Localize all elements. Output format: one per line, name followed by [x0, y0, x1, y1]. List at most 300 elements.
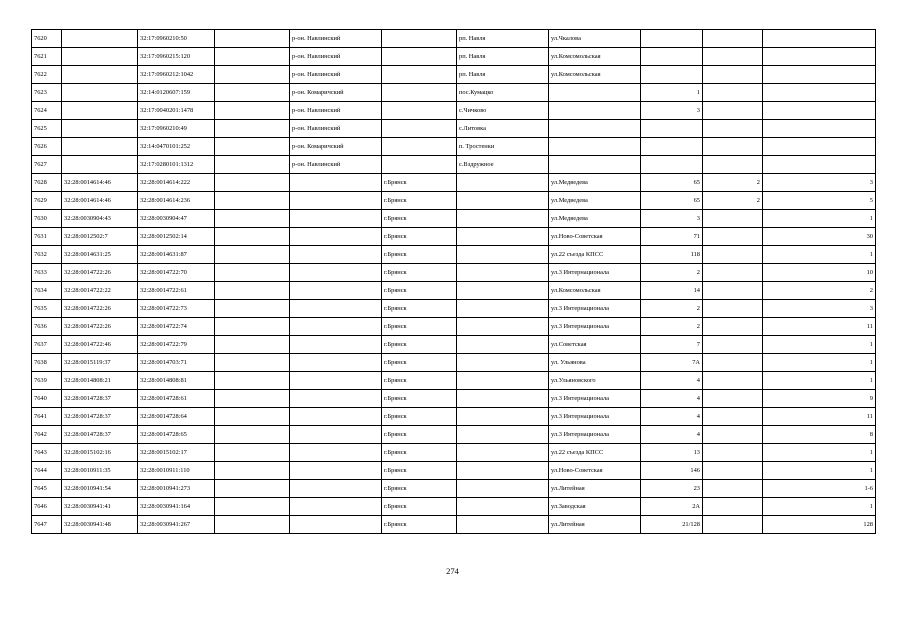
cell-street: ул.3 Интернационала	[549, 408, 641, 426]
cell-building-number	[703, 30, 763, 48]
table-row	[32, 192, 876, 210]
cell-city	[382, 48, 457, 66]
cell-building-number	[703, 228, 763, 246]
cell-city: г.Брянск	[382, 444, 457, 462]
cell-empty-cell	[215, 120, 290, 138]
cell-cadastral-number: 32:28:0014722:61	[138, 282, 215, 300]
cell-district	[290, 210, 382, 228]
cell-parent-cadastral-number	[62, 138, 138, 156]
cell-district: р-он. Комаричский	[290, 84, 382, 102]
cell-city: г.Брянск	[382, 282, 457, 300]
cell-street: ул.3 Интернационала	[549, 390, 641, 408]
cell-street: ул.3 Интернационала	[549, 426, 641, 444]
cell-empty-cell	[215, 372, 290, 390]
cell-city: г.Брянск	[382, 246, 457, 264]
cell-empty-cell	[215, 354, 290, 372]
cell-parent-cadastral-number: 32:28:0014722:26	[62, 318, 138, 336]
cell-settlement	[457, 462, 549, 480]
cell-cadastral-number: 32:14:0120607:159	[138, 84, 215, 102]
cell-empty-cell	[215, 48, 290, 66]
cell-house-number: 65	[641, 174, 703, 192]
cell-city: г.Брянск	[382, 318, 457, 336]
cell-city: г.Брянск	[382, 372, 457, 390]
table-row	[32, 408, 876, 426]
cell-record-number: 7624	[32, 102, 62, 120]
cell-settlement	[457, 264, 549, 282]
table-row	[32, 282, 876, 300]
cell-city	[382, 102, 457, 120]
cell-building-number	[703, 462, 763, 480]
table-row	[32, 84, 876, 102]
table-row	[32, 390, 876, 408]
cell-district	[290, 318, 382, 336]
table-row	[32, 174, 876, 192]
cell-district	[290, 264, 382, 282]
cell-settlement	[457, 318, 549, 336]
table-row	[32, 372, 876, 390]
cell-street	[549, 102, 641, 120]
cell-street: ул.22 съезда КПСС	[549, 246, 641, 264]
cell-apartment-number	[763, 66, 876, 84]
cell-parent-cadastral-number: 32:28:0014808:21	[62, 372, 138, 390]
cell-city: г.Брянск	[382, 354, 457, 372]
cell-district	[290, 336, 382, 354]
cell-cadastral-number: 32:28:0014728:61	[138, 390, 215, 408]
cell-street: ул.Ново-Советская	[549, 228, 641, 246]
cell-parent-cadastral-number	[62, 156, 138, 174]
cell-parent-cadastral-number: 32:28:0014728:37	[62, 426, 138, 444]
cell-cadastral-number: 32:14:0470101:252	[138, 138, 215, 156]
cell-record-number: 7639	[32, 372, 62, 390]
cell-city: г.Брянск	[382, 336, 457, 354]
cell-record-number: 7642	[32, 426, 62, 444]
cell-house-number: 14	[641, 282, 703, 300]
cell-empty-cell	[215, 318, 290, 336]
cell-cadastral-number: 32:28:0030941:267	[138, 516, 215, 534]
cell-empty-cell	[215, 156, 290, 174]
cell-settlement	[457, 174, 549, 192]
cell-parent-cadastral-number: 32:28:0014631:25	[62, 246, 138, 264]
cell-settlement: п. Тростенки	[457, 138, 549, 156]
cell-apartment-number	[763, 84, 876, 102]
cell-record-number: 7626	[32, 138, 62, 156]
cell-house-number	[641, 30, 703, 48]
cell-building-number	[703, 156, 763, 174]
cell-parent-cadastral-number: 32:28:0014722:22	[62, 282, 138, 300]
table-row	[32, 156, 876, 174]
cell-street: ул.3 Интернационала	[549, 318, 641, 336]
cell-house-number: 7А	[641, 354, 703, 372]
cell-house-number: 3	[641, 210, 703, 228]
cell-district: р-он. Навлинский	[290, 156, 382, 174]
cell-building-number	[703, 372, 763, 390]
cell-street	[549, 84, 641, 102]
cell-building-number	[703, 354, 763, 372]
cell-house-number	[641, 120, 703, 138]
cell-record-number: 7646	[32, 498, 62, 516]
cell-empty-cell	[215, 282, 290, 300]
cell-cadastral-number: 32:28:0014631:87	[138, 246, 215, 264]
cell-district: р-он. Навлинский	[290, 102, 382, 120]
cell-city	[382, 84, 457, 102]
cell-street: ул.Заводская	[549, 498, 641, 516]
cell-house-number: 2А	[641, 498, 703, 516]
cell-house-number	[641, 138, 703, 156]
cell-city: г.Брянск	[382, 390, 457, 408]
cell-cadastral-number: 32:28:0014614:236	[138, 192, 215, 210]
cell-parent-cadastral-number: 32:28:0014728:37	[62, 408, 138, 426]
cell-apartment-number	[763, 30, 876, 48]
cell-settlement	[457, 246, 549, 264]
cell-city	[382, 120, 457, 138]
cell-apartment-number: 8	[763, 426, 876, 444]
cell-house-number: 4	[641, 372, 703, 390]
cell-empty-cell	[215, 516, 290, 534]
cell-record-number: 7629	[32, 192, 62, 210]
table-row	[32, 30, 876, 48]
cell-empty-cell	[215, 498, 290, 516]
cell-cadastral-number: 32:17:0960212:1042	[138, 66, 215, 84]
cell-cadastral-number: 32:28:0030941:164	[138, 498, 215, 516]
cell-building-number	[703, 390, 763, 408]
cell-building-number	[703, 102, 763, 120]
cell-empty-cell	[215, 228, 290, 246]
cell-apartment-number: 1	[763, 444, 876, 462]
cell-city: г.Брянск	[382, 462, 457, 480]
cell-record-number: 7633	[32, 264, 62, 282]
cell-record-number: 7641	[32, 408, 62, 426]
cell-empty-cell	[215, 480, 290, 498]
table-row	[32, 246, 876, 264]
registry-table	[31, 29, 876, 534]
cell-building-number	[703, 516, 763, 534]
table-row	[32, 426, 876, 444]
cell-street: ул.Ново-Советская	[549, 462, 641, 480]
cell-record-number: 7632	[32, 246, 62, 264]
cell-building-number	[703, 426, 763, 444]
cell-house-number: 4	[641, 390, 703, 408]
cell-apartment-number: 1	[763, 354, 876, 372]
cell-street: ул.3 Интернационала	[549, 300, 641, 318]
cell-city: г.Брянск	[382, 516, 457, 534]
cell-parent-cadastral-number: 32:28:0030941:41	[62, 498, 138, 516]
cell-parent-cadastral-number: 32:28:0010911:35	[62, 462, 138, 480]
cell-house-number: 23	[641, 480, 703, 498]
cell-settlement: с.Вздружное	[457, 156, 549, 174]
cell-record-number: 7634	[32, 282, 62, 300]
cell-parent-cadastral-number: 32:28:0014614:46	[62, 192, 138, 210]
cell-settlement	[457, 228, 549, 246]
cell-record-number: 7643	[32, 444, 62, 462]
cell-record-number: 7622	[32, 66, 62, 84]
cell-parent-cadastral-number: 32:28:0014722:26	[62, 264, 138, 282]
cell-house-number: 4	[641, 408, 703, 426]
cell-district	[290, 300, 382, 318]
cell-street	[549, 120, 641, 138]
cell-parent-cadastral-number	[62, 102, 138, 120]
cell-record-number: 7627	[32, 156, 62, 174]
cell-parent-cadastral-number: 32:28:0010941:54	[62, 480, 138, 498]
table-row	[32, 300, 876, 318]
cell-city: г.Брянск	[382, 408, 457, 426]
cell-house-number: 4	[641, 426, 703, 444]
cell-parent-cadastral-number: 32:28:0030904:43	[62, 210, 138, 228]
cell-cadastral-number: 32:28:0014703:71	[138, 354, 215, 372]
cell-city	[382, 30, 457, 48]
cell-apartment-number	[763, 138, 876, 156]
cell-house-number: 65	[641, 192, 703, 210]
cell-street: ул.Ульяновского	[549, 372, 641, 390]
cell-house-number	[641, 66, 703, 84]
cell-cadastral-number: 32:28:0010911:110	[138, 462, 215, 480]
cell-apartment-number: 1	[763, 210, 876, 228]
cell-apartment-number: 1	[763, 462, 876, 480]
registry-table-body	[32, 30, 876, 534]
cell-record-number: 7645	[32, 480, 62, 498]
cell-settlement: пос.Кумацко	[457, 84, 549, 102]
cell-apartment-number: 10	[763, 264, 876, 282]
cell-empty-cell	[215, 102, 290, 120]
cell-settlement	[457, 282, 549, 300]
cell-empty-cell	[215, 174, 290, 192]
cell-city	[382, 138, 457, 156]
cell-city	[382, 66, 457, 84]
cell-empty-cell	[215, 300, 290, 318]
cell-settlement	[457, 444, 549, 462]
cell-empty-cell	[215, 192, 290, 210]
cell-district: р-он. Навлинский	[290, 66, 382, 84]
cell-parent-cadastral-number: 32:28:0015102:16	[62, 444, 138, 462]
cell-street: ул.Советская	[549, 336, 641, 354]
cell-building-number	[703, 498, 763, 516]
cell-parent-cadastral-number	[62, 120, 138, 138]
cell-apartment-number: 11	[763, 408, 876, 426]
cell-apartment-number: 1-6	[763, 480, 876, 498]
cell-building-number	[703, 480, 763, 498]
cell-record-number: 7640	[32, 390, 62, 408]
cell-cadastral-number: 32:28:0014722:74	[138, 318, 215, 336]
cell-parent-cadastral-number	[62, 66, 138, 84]
cell-apartment-number	[763, 48, 876, 66]
cell-apartment-number: 5	[763, 192, 876, 210]
table-row	[32, 120, 876, 138]
cell-street: ул.Медведева	[549, 174, 641, 192]
cell-street	[549, 156, 641, 174]
cell-settlement	[457, 408, 549, 426]
cell-cadastral-number: 32:17:0960210:49	[138, 120, 215, 138]
cell-apartment-number: 9	[763, 390, 876, 408]
cell-house-number: 2	[641, 318, 703, 336]
cell-street: ул. Ульянова	[549, 354, 641, 372]
cell-district	[290, 408, 382, 426]
cell-settlement	[457, 498, 549, 516]
cell-cadastral-number: 32:28:0014728:64	[138, 408, 215, 426]
cell-record-number: 7621	[32, 48, 62, 66]
cell-cadastral-number: 32:28:0014808:81	[138, 372, 215, 390]
cell-house-number: 146	[641, 462, 703, 480]
cell-district	[290, 192, 382, 210]
cell-district	[290, 354, 382, 372]
cell-district	[290, 372, 382, 390]
cell-apartment-number: 1	[763, 372, 876, 390]
cell-cadastral-number: 32:28:0014728:65	[138, 426, 215, 444]
cell-building-number	[703, 336, 763, 354]
table-row	[32, 354, 876, 372]
cell-settlement	[457, 300, 549, 318]
cell-street	[549, 138, 641, 156]
cell-apartment-number: 11	[763, 318, 876, 336]
cell-apartment-number	[763, 156, 876, 174]
cell-district	[290, 246, 382, 264]
cell-house-number	[641, 156, 703, 174]
cell-house-number: 7	[641, 336, 703, 354]
cell-street: ул.Комсомольская	[549, 66, 641, 84]
cell-empty-cell	[215, 390, 290, 408]
cell-building-number	[703, 264, 763, 282]
cell-street: ул.Комсомольская	[549, 282, 641, 300]
cell-empty-cell	[215, 138, 290, 156]
cell-district	[290, 462, 382, 480]
cell-street: ул.Медведева	[549, 210, 641, 228]
cell-city: г.Брянск	[382, 300, 457, 318]
cell-house-number: 2	[641, 264, 703, 282]
cell-empty-cell	[215, 264, 290, 282]
cell-city: г.Брянск	[382, 192, 457, 210]
cell-apartment-number: 3	[763, 300, 876, 318]
cell-parent-cadastral-number: 32:28:0014722:26	[62, 300, 138, 318]
cell-settlement	[457, 354, 549, 372]
cell-parent-cadastral-number	[62, 84, 138, 102]
cell-house-number: 71	[641, 228, 703, 246]
cell-cadastral-number: 32:28:0014722:70	[138, 264, 215, 282]
page-number: 274	[446, 566, 459, 576]
cell-city: г.Брянск	[382, 498, 457, 516]
table-row	[32, 138, 876, 156]
table-row	[32, 66, 876, 84]
cell-record-number: 7638	[32, 354, 62, 372]
cell-district	[290, 516, 382, 534]
cell-cadastral-number: 32:17:0960210:50	[138, 30, 215, 48]
cell-cadastral-number: 32:17:0280101:1312	[138, 156, 215, 174]
cell-apartment-number: 30	[763, 228, 876, 246]
cell-empty-cell	[215, 336, 290, 354]
cell-house-number: 1	[641, 84, 703, 102]
table-row	[32, 48, 876, 66]
cell-building-number	[703, 48, 763, 66]
cell-cadastral-number: 32:28:0030904:47	[138, 210, 215, 228]
cell-house-number: 21/128	[641, 516, 703, 534]
table-row	[32, 264, 876, 282]
table-row	[32, 462, 876, 480]
cell-building-number	[703, 120, 763, 138]
cell-parent-cadastral-number: 32:28:0014722:46	[62, 336, 138, 354]
cell-apartment-number	[763, 102, 876, 120]
cell-settlement: рп. Навля	[457, 30, 549, 48]
cell-record-number: 7637	[32, 336, 62, 354]
cell-apartment-number: 1	[763, 246, 876, 264]
cell-empty-cell	[215, 444, 290, 462]
cell-street: ул.Литейная	[549, 480, 641, 498]
cell-city: г.Брянск	[382, 264, 457, 282]
cell-district: р-он. Навлинский	[290, 48, 382, 66]
cell-street: ул.Комсомольская	[549, 48, 641, 66]
cell-cadastral-number: 32:28:0014722:73	[138, 300, 215, 318]
cell-record-number: 7635	[32, 300, 62, 318]
table-row	[32, 336, 876, 354]
cell-cadastral-number: 32:17:0960215:120	[138, 48, 215, 66]
cell-district	[290, 444, 382, 462]
cell-district	[290, 480, 382, 498]
cell-city: г.Брянск	[382, 210, 457, 228]
cell-building-number: 2	[703, 174, 763, 192]
cell-district	[290, 498, 382, 516]
cell-district: р-он. Комаричский	[290, 138, 382, 156]
cell-settlement	[457, 372, 549, 390]
cell-house-number: 13	[641, 444, 703, 462]
cell-empty-cell	[215, 84, 290, 102]
cell-street: ул.3 Интернационала	[549, 264, 641, 282]
cell-street: ул.Литейная	[549, 516, 641, 534]
cell-record-number: 7628	[32, 174, 62, 192]
cell-record-number: 7631	[32, 228, 62, 246]
cell-building-number	[703, 66, 763, 84]
cell-parent-cadastral-number: 32:28:0014728:37	[62, 390, 138, 408]
cell-city: г.Брянск	[382, 228, 457, 246]
cell-settlement: рп. Навля	[457, 48, 549, 66]
cell-cadastral-number: 32:28:0012502:14	[138, 228, 215, 246]
cell-cadastral-number: 32:17:0040201:1478	[138, 102, 215, 120]
cell-district	[290, 174, 382, 192]
cell-house-number: 3	[641, 102, 703, 120]
cell-house-number: 118	[641, 246, 703, 264]
cell-street: ул.Медведева	[549, 192, 641, 210]
cell-building-number	[703, 84, 763, 102]
cell-city	[382, 156, 457, 174]
cell-district: р-он. Навлинский	[290, 30, 382, 48]
cell-record-number: 7630	[32, 210, 62, 228]
cell-record-number: 7625	[32, 120, 62, 138]
cell-settlement	[457, 516, 549, 534]
cell-apartment-number: 2	[763, 282, 876, 300]
cell-building-number	[703, 138, 763, 156]
cell-settlement: рп. Навля	[457, 66, 549, 84]
cell-building-number	[703, 318, 763, 336]
cell-settlement	[457, 336, 549, 354]
cell-cadastral-number: 32:28:0010941:273	[138, 480, 215, 498]
cell-record-number: 7644	[32, 462, 62, 480]
table-row	[32, 444, 876, 462]
cell-apartment-number: 128	[763, 516, 876, 534]
cell-record-number: 7636	[32, 318, 62, 336]
cell-cadastral-number: 32:28:0014722:79	[138, 336, 215, 354]
cell-building-number	[703, 210, 763, 228]
table-row	[32, 228, 876, 246]
table-row	[32, 210, 876, 228]
cell-district	[290, 390, 382, 408]
cell-apartment-number: 1	[763, 498, 876, 516]
cell-settlement	[457, 192, 549, 210]
cell-building-number	[703, 246, 763, 264]
cell-settlement: с.Литовка	[457, 120, 549, 138]
cell-apartment-number: 3	[763, 174, 876, 192]
cell-building-number	[703, 444, 763, 462]
cell-settlement	[457, 210, 549, 228]
cell-building-number	[703, 300, 763, 318]
cell-settlement	[457, 426, 549, 444]
cell-city: г.Брянск	[382, 174, 457, 192]
cell-record-number: 7623	[32, 84, 62, 102]
cell-settlement: с.Чичково	[457, 102, 549, 120]
